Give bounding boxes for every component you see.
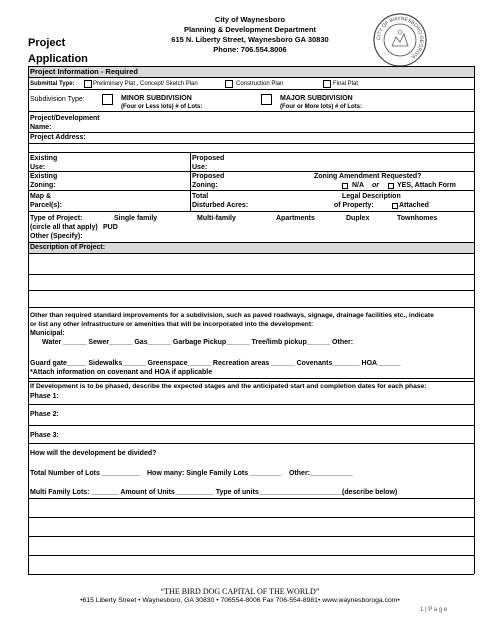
type-of-project-label: Type of Project:	[30, 215, 83, 222]
type-option-duplex[interactable]: Duplex	[346, 215, 370, 222]
existing-zoning-label	[30, 172, 57, 190]
section-heading-project-info: Project Information - Required	[30, 67, 138, 76]
preliminary-plat-checkbox[interactable]	[84, 80, 92, 88]
description-label: Description of Project:	[30, 244, 106, 251]
municipal-label: Municipal:	[30, 330, 65, 337]
existing-use-label	[30, 154, 57, 172]
covenant-hoa-note: *Attach information on covenant and HOA if applicable	[30, 369, 213, 376]
submittal-option-construction: Construction Plan	[236, 81, 284, 87]
disturbed-acres-1: Total	[192, 193, 209, 200]
legal-description-1: Legal Description	[342, 193, 401, 200]
zoning-na-label: N/A	[352, 182, 365, 189]
type-option-apartments[interactable]: Apartments	[276, 215, 315, 222]
existing-zoning-1: Existing	[30, 173, 58, 180]
org-address: 615 N. Liberty Street, Waynesboro GA 30830	[171, 35, 329, 44]
municipal-services-line: Water ______ Sewer______ Gas______ Garbage Pickup______ Tree/limb pickup______ Other:	[42, 339, 354, 346]
submittal-option-final: Final Plat	[333, 81, 359, 87]
svg-text:CITY OF WAYNESBORO GEORGIA: CITY OF WAYNESBORO GEORGIA	[375, 15, 425, 60]
development-divided-question: How will the development be divided?	[30, 450, 157, 457]
proposed-zoning-2: Zoning:	[192, 182, 218, 189]
legal-attached-checkbox[interactable]	[392, 203, 398, 209]
zoning-amendment-question: Zoning Amendment Requested?	[314, 173, 422, 180]
type-option-single-family[interactable]: Single family	[114, 215, 158, 222]
final-plat-checkbox[interactable]	[323, 80, 331, 88]
page-label: P a g e	[428, 607, 448, 613]
construction-plan-checkbox[interactable]	[225, 80, 233, 88]
minor-subdivision-lots: (Four or Less lots) # of Lots:	[121, 104, 203, 110]
describe-below-label: (describe below)	[342, 489, 398, 496]
major-subdivision-title: MAJOR SUBDIVISION	[280, 95, 353, 102]
existing-use-2: Use:	[30, 164, 46, 171]
zoning-yes-label: YES, Attach Form	[397, 182, 456, 189]
project-name-label	[30, 114, 100, 132]
type-option-pud[interactable]: PUD	[103, 224, 118, 231]
type-option-multi-family[interactable]: Multi-family	[197, 215, 236, 222]
footer-slogan: “THE BIRD DOG CAPITAL OF THE WORLD”	[160, 587, 320, 596]
city-seal-logo	[372, 12, 428, 68]
form-title	[28, 35, 88, 67]
minor-subdivision-title: MINOR SUBDIVISION	[121, 95, 192, 102]
legal-description-label	[320, 192, 401, 210]
disturbed-acres-label	[192, 192, 248, 210]
page-sep: |	[425, 607, 427, 613]
phase-2-label: Phase 2:	[30, 411, 59, 418]
submittal-option-preliminary: Preliminary Plat , Concept/ Sketch Plan	[93, 81, 198, 87]
major-subdivision-lots: (Four or More lots) # of Lots:	[280, 104, 362, 110]
zoning-or-label: or	[372, 182, 379, 189]
footer-contact: •615 Liberty Street • Waynesboro, GA 30830 • 706554-8006 Fax 706-554-8981• www.waynesboroga.com•	[80, 597, 400, 604]
org-phone: Phone: 706.554.8006	[213, 45, 287, 54]
existing-zoning-2: Zoning:	[30, 182, 56, 189]
single-family-lots-label: How many: Single Family Lots ________	[147, 470, 282, 477]
department-name: Planning & Development Department	[183, 25, 317, 34]
project-name-label-1: Project/Development	[30, 115, 100, 122]
phase-3-label: Phase 3:	[30, 432, 59, 439]
improvements-text-2: or list any other infrastructure or amenities that will be incorporated into the development:	[30, 321, 314, 328]
existing-use-1: Existing	[30, 155, 58, 162]
org-block	[140, 15, 360, 55]
legal-description-2: of Property:	[334, 202, 374, 209]
major-subdivision-checkbox[interactable]	[261, 94, 272, 105]
page-number-value: 1	[420, 607, 424, 613]
phase-1-label: Phase 1:	[30, 393, 59, 400]
map-parcel-label	[30, 192, 62, 210]
other-specify-label: Other (Specify):	[30, 233, 83, 240]
form-title-line1: Project	[28, 37, 66, 49]
legal-attached-label: Attached	[399, 202, 429, 209]
subdivision-type-label: Subdivision Type:	[30, 96, 85, 103]
minor-subdivision-checkbox[interactable]	[102, 94, 113, 105]
proposed-use-label	[192, 154, 224, 172]
submittal-type-label: Submittal Type:	[30, 81, 75, 87]
org-name: City of Waynesboro	[214, 15, 286, 24]
project-name-label-2: Name:	[30, 124, 52, 131]
total-lots-label: Total Number of Lots __________	[30, 470, 141, 477]
proposed-use-2: Use:	[192, 164, 208, 171]
project-address-label: Project Address:	[30, 134, 86, 141]
zoning-yes-checkbox[interactable]	[388, 183, 394, 189]
disturbed-acres-2: Disturbed Acres:	[192, 202, 249, 209]
zoning-na-checkbox[interactable]	[342, 183, 348, 189]
other-lots-label: Other:___________	[289, 470, 353, 477]
amenities-line: Guard gate_____ Sidewalks______ Greenspace______ Recreation areas ______ Covenants_______ HOA______	[30, 360, 401, 367]
map-parcel-1: Map &	[30, 193, 51, 200]
improvements-text-1: Other than required standard improvements for a subdivision, such as paved roadways, signage, drainage facilities etc., indicate	[30, 312, 434, 319]
proposed-zoning-label	[192, 172, 224, 190]
proposed-zoning-1: Proposed	[192, 173, 225, 180]
phases-intro: If Development is to be phased, describe the expected stages and the anticipated start and completion dates for each phase:	[30, 383, 427, 390]
multi-family-lots-label: Multi Family Lots: _______ Amount of Units__________ Type of units______________________	[30, 489, 345, 496]
page-number	[420, 606, 447, 614]
type-option-townhomes[interactable]: Townhomes	[397, 215, 438, 222]
proposed-use-1: Proposed	[192, 155, 225, 162]
circle-all-note: (circle all that apply)	[30, 224, 98, 231]
map-parcel-2: Parcel(s):	[30, 202, 62, 209]
form-title-line2: Application	[28, 53, 88, 65]
